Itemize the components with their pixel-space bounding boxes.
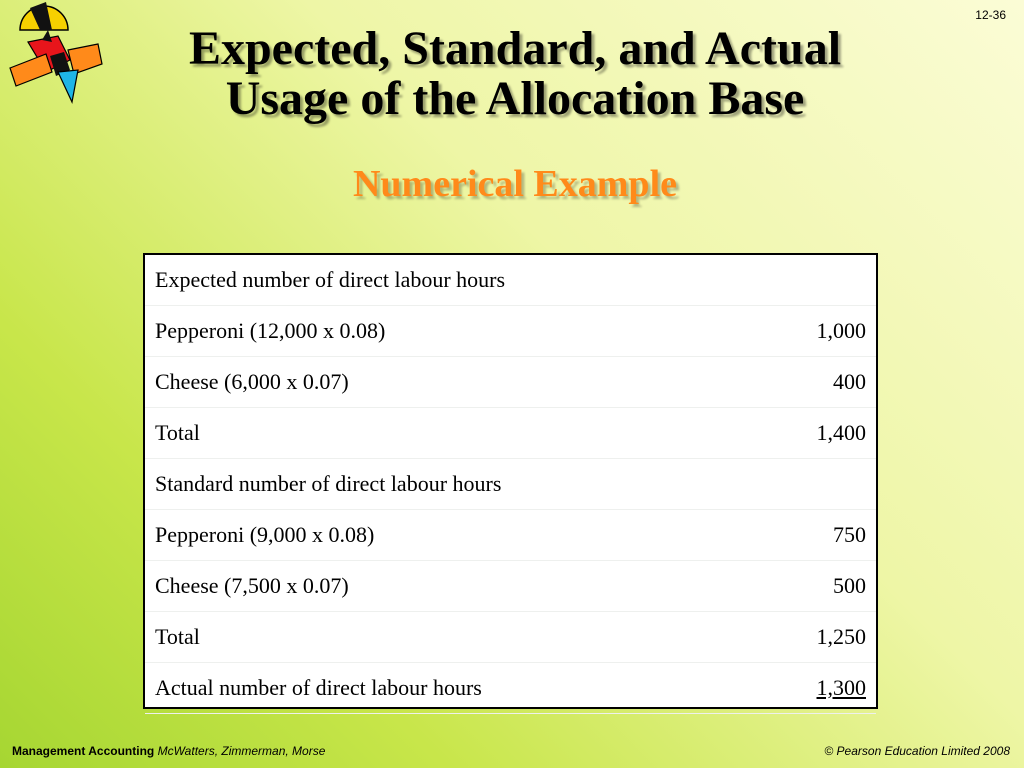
row-label: Pepperoni (9,000 x 0.08)	[145, 510, 768, 561]
slide-title	[100, 24, 930, 124]
footer-book-title: Management Accounting	[12, 744, 155, 758]
table-row	[145, 255, 876, 306]
allocation-base-table	[143, 253, 878, 709]
row-label: Pepperoni (12,000 x 0.08)	[145, 306, 768, 357]
table-row	[145, 408, 876, 459]
table-row	[145, 357, 876, 408]
row-label: Cheese (6,000 x 0.07)	[145, 357, 768, 408]
decorative-logo-icon	[6, 0, 106, 106]
row-label: Total	[145, 612, 768, 663]
table-row	[145, 663, 876, 714]
footer-left	[12, 744, 325, 758]
table-row	[145, 561, 876, 612]
slide-number: 12-36	[975, 8, 1006, 22]
table-row	[145, 306, 876, 357]
row-value: 1,000	[768, 306, 876, 357]
row-value: 750	[768, 510, 876, 561]
footer-authors: McWatters, Zimmerman, Morse	[157, 744, 326, 758]
table-row	[145, 510, 876, 561]
row-label: Cheese (7,500 x 0.07)	[145, 561, 768, 612]
row-label: Total	[145, 408, 768, 459]
row-value: 500	[768, 561, 876, 612]
table-row	[145, 459, 876, 510]
row-value: 1,250	[768, 612, 876, 663]
footer-copyright: © Pearson Education Limited 2008	[824, 744, 1010, 758]
title-line-2: Usage of the Allocation Base	[225, 72, 805, 125]
title-line-1: Expected, Standard, and Actual	[188, 22, 842, 75]
row-value: 1,400	[768, 408, 876, 459]
row-value: 1,300	[816, 675, 866, 700]
row-value	[768, 255, 876, 306]
row-value-cell	[768, 663, 876, 714]
row-value	[768, 459, 876, 510]
row-label: Standard number of direct labour hours	[145, 459, 768, 510]
table-row	[145, 612, 876, 663]
row-value: 400	[768, 357, 876, 408]
slide-subtitle: Numerical Example	[352, 163, 677, 205]
row-label: Actual number of direct labour hours	[145, 663, 768, 714]
row-label: Expected number of direct labour hours	[145, 255, 768, 306]
